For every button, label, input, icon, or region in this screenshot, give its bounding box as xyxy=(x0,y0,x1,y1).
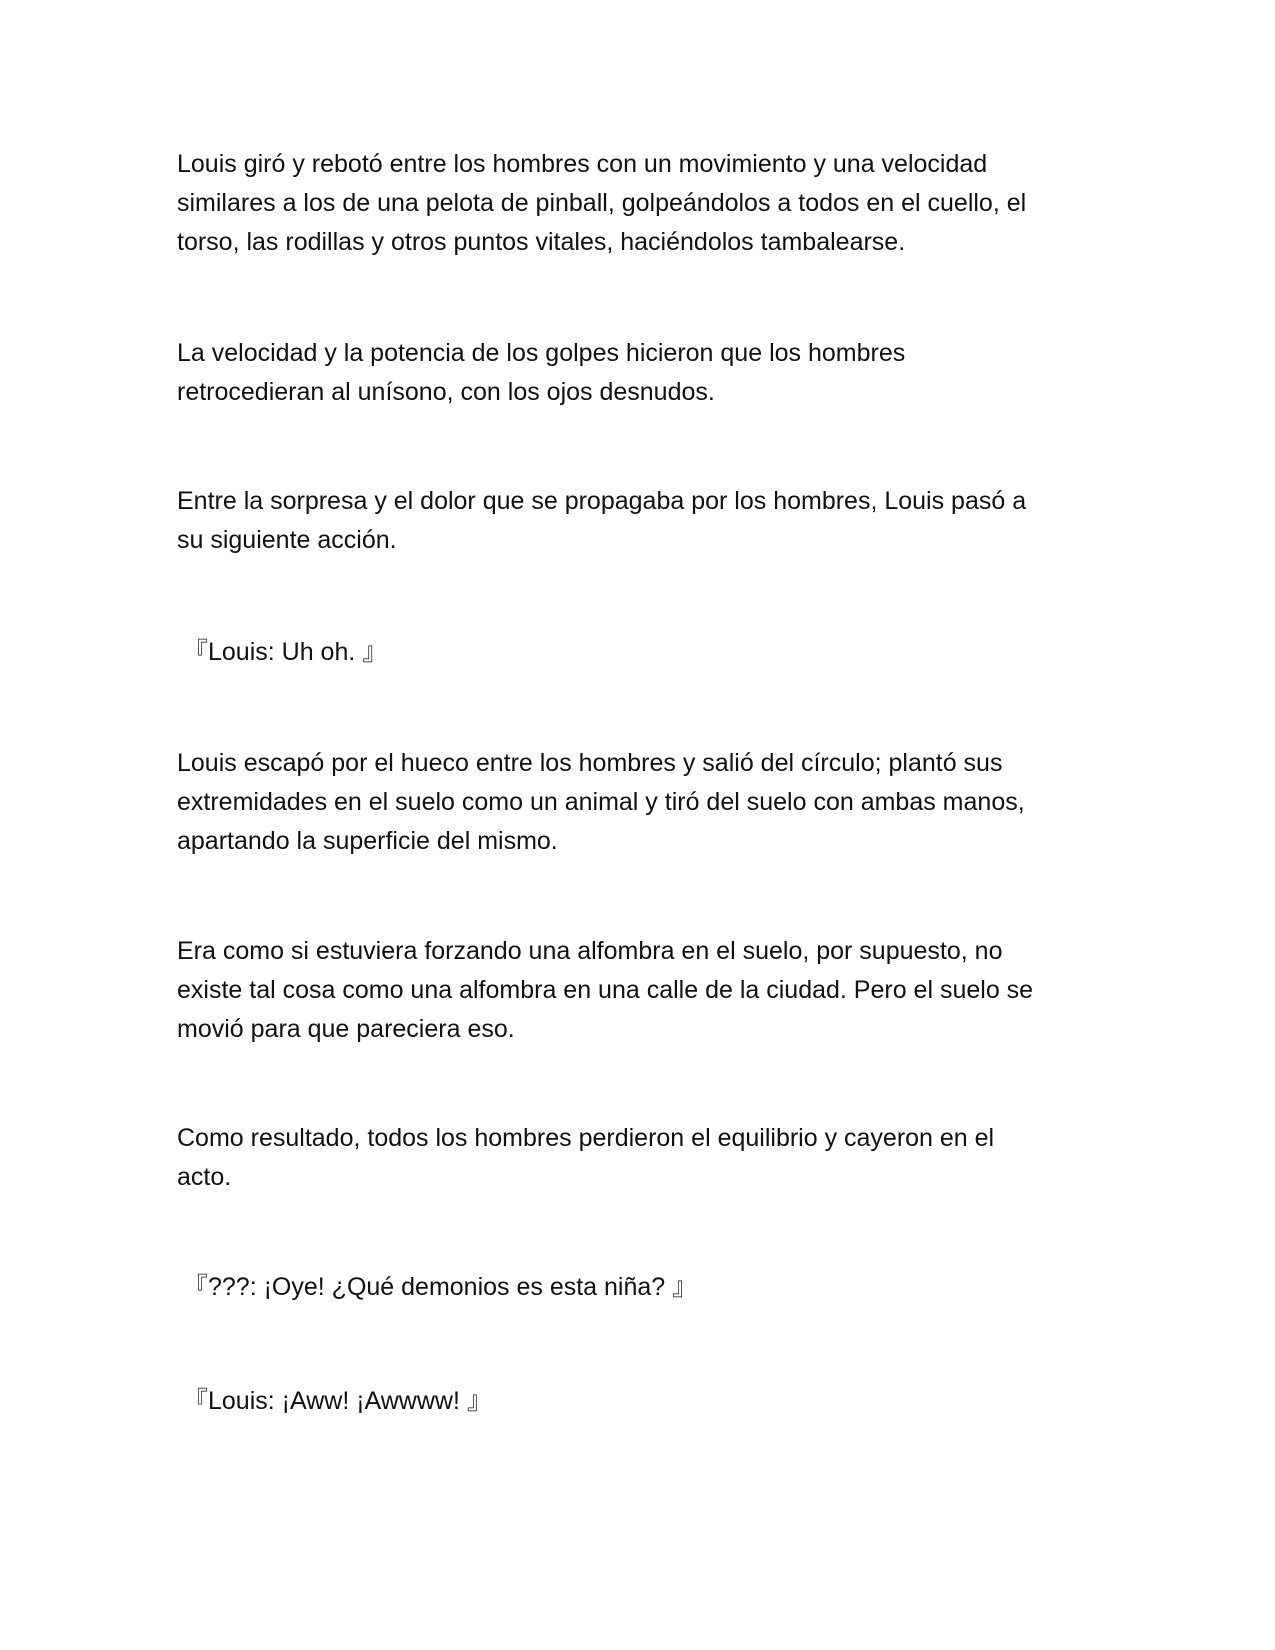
paragraph-line: extremidades en el suelo como un animal y tiró del suelo con ambas manos, xyxy=(177,788,1025,816)
paragraph-4 xyxy=(177,744,1097,861)
paragraph-line: Como resultado, todos los hombres perdieron el equilibrio y cayeron en el xyxy=(177,1124,995,1152)
dialogue-louis-aww xyxy=(183,1382,1103,1421)
dialogue-line: 『???: ¡Oye! ¿Qué demonios es esta niña? 』 xyxy=(183,1273,698,1301)
paragraph-line: apartando la superficie del mismo. xyxy=(177,827,558,855)
paragraph-line: retrocedieran al unísono, con los ojos desnudos. xyxy=(177,378,715,406)
paragraph-line: similares a los de una pelota de pinball, golpeándolos a todos en el cuello, el xyxy=(177,189,1027,217)
paragraph-line: Era como si estuviera forzando una alfombra en el suelo, por supuesto, no xyxy=(177,937,1003,965)
dialogue-unknown-speaker xyxy=(183,1268,1103,1307)
paragraph-line: La velocidad y la potencia de los golpes hicieron que los hombres xyxy=(177,339,906,367)
dialogue-louis-uh-oh xyxy=(183,633,1103,672)
paragraph-line: existe tal cosa como una alfombra en una calle de la ciudad. Pero el suelo se xyxy=(177,976,1034,1004)
dialogue-line: 『Louis: Uh oh. 』 xyxy=(183,638,388,666)
paragraph-6 xyxy=(177,1119,1097,1197)
dialogue-line: 『Louis: ¡Aww! ¡Awwww! 』 xyxy=(183,1387,492,1415)
paragraph-line: torso, las rodillas y otros puntos vitales, haciéndolos tambalearse. xyxy=(177,228,906,256)
paragraph-line: Louis escapó por el hueco entre los hombres y salió del círculo; plantó sus xyxy=(177,749,1003,777)
paragraph-5 xyxy=(177,932,1097,1049)
paragraph-3 xyxy=(177,482,1097,560)
paragraph-line: su siguiente acción. xyxy=(177,526,397,554)
paragraph-2 xyxy=(177,334,1097,412)
paragraph-line: movió para que pareciera eso. xyxy=(177,1015,515,1043)
paragraph-line: Entre la sorpresa y el dolor que se propagaba por los hombres, Louis pasó a xyxy=(177,487,1027,515)
paragraph-1 xyxy=(177,145,1097,262)
paragraph-line: acto. xyxy=(177,1163,232,1191)
paragraph-line: Louis giró y rebotó entre los hombres con un movimiento y una velocidad xyxy=(177,150,988,178)
